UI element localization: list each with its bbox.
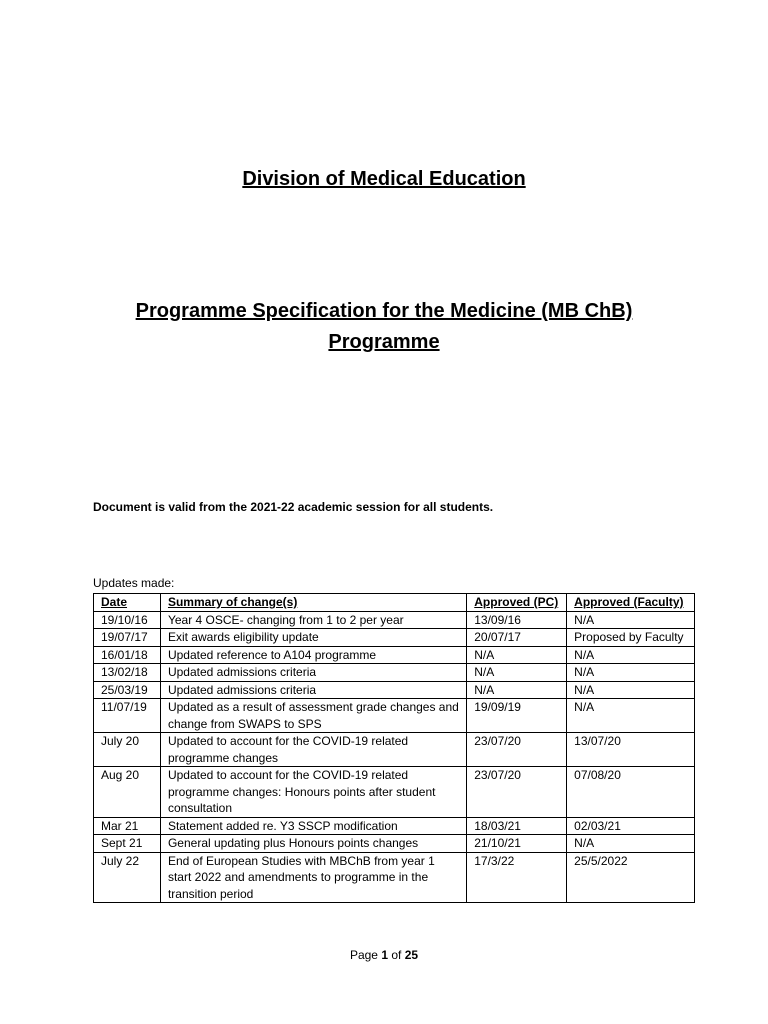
- cell-summary: General updating plus Honours points changes: [160, 835, 466, 853]
- cell-summary: Statement added re. Y3 SSCP modification: [160, 817, 466, 835]
- cell-approved-pc: N/A: [467, 646, 567, 664]
- cell-approved-faculty: 13/07/20: [567, 733, 695, 767]
- cell-approved-faculty: N/A: [567, 646, 695, 664]
- cell-summary: Updated reference to A104 programme: [160, 646, 466, 664]
- cell-summary: End of European Studies with MBChB from year 1 start 2022 and amendments to programme in the transition period: [160, 852, 466, 903]
- cell-approved-pc: 13/09/16: [467, 611, 567, 629]
- table-row: [94, 629, 695, 647]
- of-word: of: [391, 948, 402, 962]
- cell-summary: Exit awards eligibility update: [160, 629, 466, 647]
- table-row: [94, 681, 695, 699]
- division-title-text: Division of Medical Education: [242, 168, 526, 190]
- cell-approved-pc: 17/3/22: [467, 852, 567, 903]
- table-row: [94, 646, 695, 664]
- updates-label: Updates made:: [93, 576, 175, 590]
- table-row: [94, 611, 695, 629]
- cell-summary: Updated admissions criteria: [160, 681, 466, 699]
- current-page-number: 1: [381, 948, 388, 962]
- cell-date: Aug 20: [94, 767, 161, 818]
- cell-approved-faculty: 07/08/20: [567, 767, 695, 818]
- cell-approved-pc: N/A: [467, 681, 567, 699]
- programme-spec-title: [0, 296, 768, 358]
- page-word: Page: [349, 948, 378, 962]
- column-header-date: Date: [94, 594, 161, 612]
- column-header-approved-faculty: Approved (Faculty): [567, 594, 695, 612]
- cell-date: Mar 21: [94, 817, 161, 835]
- updates-table: [93, 593, 695, 903]
- cell-summary: Updated to account for the COVID-19 related programme changes: [160, 733, 466, 767]
- table-row: [94, 852, 695, 903]
- column-header-approved-pc: Approved (PC): [467, 594, 567, 612]
- cell-date: July 22: [94, 852, 161, 903]
- cell-date: 19/10/16: [94, 611, 161, 629]
- page-footer: [0, 948, 768, 962]
- cell-date: 13/02/18: [94, 664, 161, 682]
- validity-statement: Document is valid from the 2021-22 academic session for all students.: [93, 500, 494, 514]
- cell-approved-pc: 23/07/20: [467, 733, 567, 767]
- division-title: [0, 168, 768, 191]
- table-row: [94, 664, 695, 682]
- cell-approved-faculty: N/A: [567, 611, 695, 629]
- cell-summary: Updated to account for the COVID-19 related programme changes: Honours points after student consultation: [160, 767, 466, 818]
- cell-date: 25/03/19: [94, 681, 161, 699]
- cell-summary: Updated as a result of assessment grade changes and change from SWAPS to SPS: [160, 699, 466, 733]
- table-row: [94, 817, 695, 835]
- cell-approved-faculty: N/A: [567, 699, 695, 733]
- updates-table-header-row: [94, 594, 695, 612]
- cell-approved-faculty: 25/5/2022: [567, 852, 695, 903]
- cell-approved-faculty: N/A: [567, 664, 695, 682]
- column-header-summary: Summary of change(s): [160, 594, 466, 612]
- cell-approved-pc: 21/10/21: [467, 835, 567, 853]
- cell-approved-faculty: Proposed by Faculty: [567, 629, 695, 647]
- cell-approved-pc: 23/07/20: [467, 767, 567, 818]
- table-row: [94, 699, 695, 733]
- table-row: [94, 733, 695, 767]
- cell-summary: Year 4 OSCE- changing from 1 to 2 per year: [160, 611, 466, 629]
- total-pages-number: 25: [404, 948, 419, 962]
- cell-approved-pc: 20/07/17: [467, 629, 567, 647]
- programme-spec-title-line2: Programme: [328, 331, 440, 353]
- cell-approved-pc: N/A: [467, 664, 567, 682]
- cell-approved-pc: 19/09/19: [467, 699, 567, 733]
- table-row: [94, 835, 695, 853]
- cell-date: July 20: [94, 733, 161, 767]
- cell-approved-faculty: N/A: [567, 835, 695, 853]
- cell-date: Sept 21: [94, 835, 161, 853]
- cell-approved-faculty: 02/03/21: [567, 817, 695, 835]
- programme-spec-title-line1: Programme Specification for the Medicine (MB ChB): [135, 300, 633, 322]
- cell-approved-faculty: N/A: [567, 681, 695, 699]
- cell-date: 11/07/19: [94, 699, 161, 733]
- table-row: [94, 767, 695, 818]
- cell-date: 19/07/17: [94, 629, 161, 647]
- cell-approved-pc: 18/03/21: [467, 817, 567, 835]
- cell-summary: Updated admissions criteria: [160, 664, 466, 682]
- cell-date: 16/01/18: [94, 646, 161, 664]
